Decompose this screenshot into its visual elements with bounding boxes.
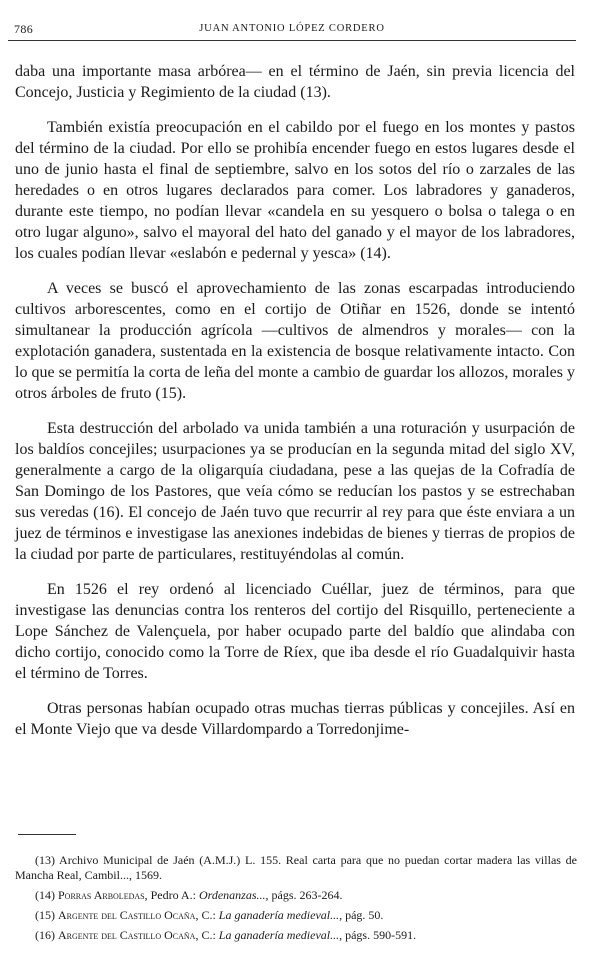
footnote-title: La ganadería medieval... — [218, 908, 340, 922]
footnote-author: Porras Arboledas — [58, 888, 145, 902]
paragraph-risquillo: En 1526 el rey ordenó al licenciado Cuéllar, juez de términos, para que investigase las denuncias contra los renteros del cortijo del Risquillo, perteneciente a Lope Sánchez de Valençuela, por haber ocupado parte del baldío que alindaba con dicho cortijo, conocido como la Torre de Ríex, que iba desde el río Guadalquivir hasta el término de Torres. — [15, 581, 575, 682]
page-header — [8, 20, 576, 41]
paragraph-fire-prevention: También existía preocupación en el cabildo por el fuego en los montes y pastos del término de la ciudad. Por ello se prohibía encender fuego en estos lugares desde el uno de junio hasta el final de septiembre, salvo en los sotos del río o zarzales de las heredades o en otros lugares declarados para comer. Los labradores y ganaderos, durante este tiempo, no podían llevar «candela en su yesquero o bolsa o talega o en otro lugar alguno», salvo el mayoral del hato del ganado y el mayor de los labradores, los cuales podían llevar «eslabón e pedernal y yesca» (14). — [15, 119, 575, 262]
footnote-divider — [18, 834, 76, 835]
paragraph-otinar-cultivation: A veces se buscó el aprovechamiento de las zonas escarpadas introduciendo cultivos arborescentes, como en el cortijo de Otiñar en 1526, donde se intentó simultanear la producción agrícola —cultivos de almendros y morales— con la explotación ganadera, sustentada en la existencia de bosque relativamente intacto. Con lo que se permitía la corta de leña del monte a cambio de guardar los allozos, morales y otros árboles de fruto (15). — [15, 280, 575, 402]
footnotes — [15, 853, 577, 948]
running-head: JUAN ANTONIO LÓPEZ CORDERO — [199, 23, 385, 34]
footnote-15: (15) Argente del Castillo Ocaña, C.: La ganadería medieval..., pág. 50. — [35, 908, 384, 922]
paragraph-monte-viejo: Otras personas habían ocupado otras muchas tierras públicas y concejiles. Así en el Monte Viejo que va desde Villardompardo a Torredonjime- — [15, 700, 575, 738]
body-text — [15, 61, 575, 754]
page-number: 786 — [14, 22, 34, 36]
footnote-title: La ganadería medieval... — [218, 928, 340, 942]
footnote-author: Argente del Castillo Ocaña — [58, 928, 196, 942]
paragraph-continuation: daba una importante masa arbórea— en el término de Jaén, sin previa licencia del Concejo, Justicia y Regimiento de la ciudad (13). — [15, 63, 575, 101]
footnote-14: (14) Porras Arboledas, Pedro A.: Ordenanzas..., págs. 263-264. — [35, 888, 343, 902]
paragraph-usurpation: Esta destrucción del arbolado va unida también a una roturación y usurpación de los baldíos concejiles; usurpaciones ya se producían en la segunda mitad del siglo XV, generalmente a cargo de la oligarquía ciudadana, pese a las quejas de la Cofradía de San Domingo de los Pastores, que veía cómo se reducían los pastos y se estrechaban sus veredas (16). El concejo de Jaén tuvo que recurrir al rey para que éste enviara a un juez de términos e investigase las anexiones indebidas de bienes y tierras de propios de la ciudad por parte de particulares, restituyéndolas al común. — [15, 420, 575, 563]
footnote-author: Argente del Castillo Ocaña — [58, 908, 196, 922]
footnote-16: (16) Argente del Castillo Ocaña, C.: La ganadería medieval..., págs. 590-591. — [35, 928, 417, 942]
footnote-13: (13) Archivo Municipal de Jaén (A.M.J.) L. 155. Real carta para que no puedan cortar madera las villas de Mancha Real, Cambil..., 1569. — [15, 853, 577, 882]
footnote-title: Ordenanzas... — [198, 888, 266, 902]
